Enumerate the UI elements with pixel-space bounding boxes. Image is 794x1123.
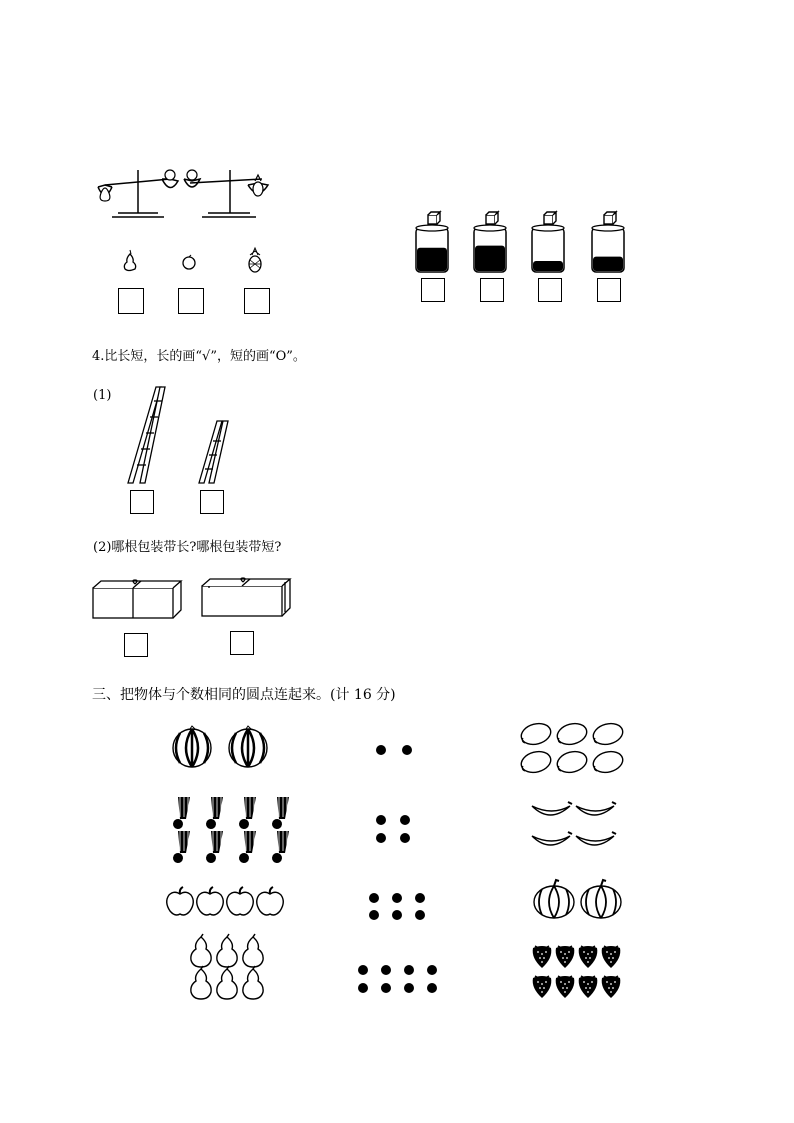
part-2-label: (2)哪根包装带长?哪根包装带短? bbox=[93, 540, 282, 555]
answer-box[interactable] bbox=[244, 288, 270, 314]
answer-box[interactable] bbox=[230, 631, 254, 655]
shuttlecock-icon bbox=[160, 827, 196, 867]
dot[interactable] bbox=[369, 910, 379, 920]
answer-box[interactable] bbox=[538, 278, 562, 302]
ribbon-box-icon bbox=[92, 580, 184, 620]
water-jar-icon bbox=[532, 225, 564, 272]
dot[interactable] bbox=[392, 910, 402, 920]
dot[interactable] bbox=[415, 893, 425, 903]
watermelon-icon bbox=[170, 726, 216, 772]
strawberry-icon bbox=[599, 942, 623, 970]
answer-box[interactable] bbox=[421, 278, 445, 302]
pear-icon bbox=[214, 934, 242, 968]
answer-box[interactable] bbox=[597, 278, 621, 302]
mango-icon bbox=[592, 722, 626, 746]
shuttlecock-icon bbox=[193, 827, 229, 867]
strawberry-icon bbox=[553, 942, 577, 970]
watermelon-icon bbox=[226, 726, 272, 772]
dot[interactable] bbox=[404, 983, 414, 993]
balance-scales-figure bbox=[90, 165, 290, 225]
section-3-label: 三、把物体与个数相同的圆点连起来。(计 16 分) bbox=[92, 687, 396, 703]
apple-icon bbox=[254, 886, 286, 919]
banana-icon bbox=[574, 830, 618, 852]
apple-icon bbox=[165, 170, 175, 180]
banana-icon bbox=[530, 800, 574, 822]
shuttlecock-icon bbox=[259, 827, 295, 867]
dot[interactable] bbox=[376, 745, 386, 755]
strawberry-icon bbox=[576, 972, 600, 1000]
answer-box[interactable] bbox=[480, 278, 504, 302]
water-jars-figure bbox=[412, 208, 642, 283]
dot[interactable] bbox=[427, 983, 437, 993]
dot[interactable] bbox=[400, 833, 410, 843]
ladder-icon bbox=[197, 419, 231, 485]
dot[interactable] bbox=[358, 965, 368, 975]
pear-icon bbox=[121, 248, 139, 272]
banana-icon bbox=[574, 800, 618, 822]
dot[interactable] bbox=[376, 815, 386, 825]
pear-icon bbox=[188, 966, 216, 1000]
question-4-label: 4.比长短，长的画“√”，短的画“O”。 bbox=[92, 349, 306, 364]
dot[interactable] bbox=[381, 965, 391, 975]
water-jar-icon bbox=[592, 225, 624, 272]
dot[interactable] bbox=[400, 815, 410, 825]
dot[interactable] bbox=[404, 965, 414, 975]
strawberry-icon bbox=[599, 972, 623, 1000]
apple-icon bbox=[164, 886, 196, 919]
mango-icon bbox=[556, 750, 590, 774]
answer-box[interactable] bbox=[200, 490, 224, 514]
strawberry-icon bbox=[530, 972, 554, 1000]
dot[interactable] bbox=[369, 893, 379, 903]
pineapple-icon bbox=[246, 247, 264, 273]
pear-icon bbox=[188, 934, 216, 968]
strawberry-icon bbox=[530, 942, 554, 970]
dot[interactable] bbox=[427, 965, 437, 975]
apple-icon bbox=[194, 886, 226, 919]
mango-icon bbox=[592, 750, 626, 774]
water-jar-icon bbox=[474, 225, 506, 272]
dot[interactable] bbox=[358, 983, 368, 993]
pineapple-icon bbox=[253, 182, 263, 196]
dot[interactable] bbox=[381, 983, 391, 993]
shuttlecock-icon bbox=[226, 827, 262, 867]
apple-icon bbox=[224, 886, 256, 919]
dot[interactable] bbox=[402, 745, 412, 755]
dot[interactable] bbox=[376, 833, 386, 843]
ribbon-box-icon bbox=[201, 578, 293, 618]
part-1-label: (1) bbox=[93, 388, 112, 403]
answer-box[interactable] bbox=[118, 288, 144, 314]
pear-icon bbox=[240, 934, 268, 968]
dot[interactable] bbox=[392, 893, 402, 903]
strawberry-icon bbox=[553, 972, 577, 1000]
banana-icon bbox=[530, 830, 574, 852]
answer-box[interactable] bbox=[124, 633, 148, 657]
water-jar-icon bbox=[416, 225, 448, 272]
mango-icon bbox=[556, 722, 590, 746]
mango-icon bbox=[520, 750, 554, 774]
mango-icon bbox=[520, 722, 554, 746]
strawberry-icon bbox=[576, 942, 600, 970]
dot[interactable] bbox=[415, 910, 425, 920]
answer-box[interactable] bbox=[178, 288, 204, 314]
pear-icon bbox=[240, 966, 268, 1000]
pumpkin-icon bbox=[579, 880, 625, 920]
apple-icon bbox=[181, 254, 197, 270]
pear-icon bbox=[100, 188, 110, 201]
answer-box[interactable] bbox=[130, 490, 154, 514]
ladder-icon bbox=[126, 385, 168, 485]
pumpkin-icon bbox=[532, 880, 578, 920]
pear-icon bbox=[214, 966, 242, 1000]
